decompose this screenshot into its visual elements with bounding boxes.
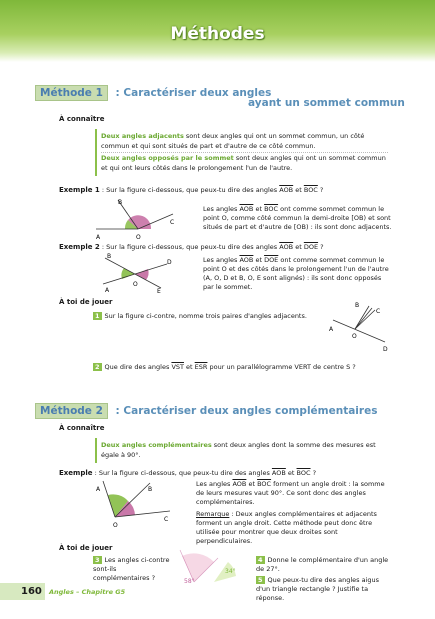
method-2-example-and: et (285, 469, 297, 477)
method-2-know-label: À connaître (59, 424, 105, 432)
ray-oc-3 (355, 308, 372, 329)
example-2-and: et (293, 243, 304, 251)
exercise-2 (93, 363, 393, 372)
example-1-answer-angle-a: $\overline{AOB}$ (239, 205, 254, 213)
exercise-2-angle-a: $\overline{VST}$ (171, 363, 184, 371)
method-2-example-prompt (59, 469, 316, 477)
method-1-title-line1: : Caractériser deux angles (115, 87, 272, 99)
example-2-angle-b: $\overline{DOE}$ (303, 243, 319, 251)
label-d-2: D (167, 259, 172, 266)
exercise-2-text-end: pour un parallélogramme VERT de centre S ? (207, 363, 356, 371)
term-adjacent: Deux angles adjacents (101, 132, 184, 140)
term-opposite: Deux angles opposés par le sommet (101, 154, 234, 162)
method-2-example-answer (196, 480, 393, 507)
angle-label-34: 34° (225, 568, 236, 575)
label-a-4: A (96, 486, 101, 493)
method-2-remark (196, 510, 393, 546)
example-1-angle-b: $\overline{BOC}$ (303, 186, 318, 194)
method-1-heading (35, 85, 271, 101)
label-a: A (96, 234, 101, 241)
method-2-example-text: : Sur la figure ci-dessous, que peux-tu dire des angles (92, 469, 272, 477)
example-1-answer-end: ont comme sommet commun le point O, comme côté commun la demi-droite [OB) et sont situés de part et d'autre de [OB) : ils sont donc adjacents. (203, 205, 392, 231)
exercise-4-text: Donne le complémentaire d'un angle de 27°. (256, 556, 389, 573)
example-1-label: Exemple 1 (59, 186, 100, 194)
method-2-example-angle-b: $\overline{BOC}$ (296, 469, 311, 477)
term-complementary: Deux angles complémentaires (101, 441, 212, 449)
example-1-answer-and: et (253, 205, 265, 213)
method-1-title-line2: ayant un sommet commun (248, 97, 405, 109)
example-2-answer (203, 256, 393, 292)
exercise-2-angle-b: $\overline{ESR}$ (194, 363, 208, 371)
example-1-question-mark: ? (317, 186, 324, 194)
method-2-answer-and: et (246, 480, 258, 488)
footer-chapter: Angles – Chapitre G5 (49, 588, 126, 596)
exercise-4 (256, 556, 393, 574)
example-1-text: : Sur la figure ci-dessous, que peux-tu dire des angles (99, 186, 280, 194)
label-b-3: B (355, 302, 360, 309)
exercise-2-text-start: Que dire des angles (104, 363, 172, 371)
method-2-answer-angle-b: $\overline{BOC}$ (257, 480, 272, 488)
definition-complementary (101, 440, 388, 461)
method-2-example-label: Exemple (59, 469, 93, 477)
example-2-question-mark: ? (318, 243, 324, 251)
label-a-2: A (105, 287, 110, 294)
exercise-1-number: 1 (95, 312, 100, 320)
method-2-answer-end: forment un angle droit : la somme de leurs mesures vaut 90°. Ce sont donc des angles complémentaires. (196, 480, 385, 506)
figure-complementary-angles (88, 479, 183, 539)
label-c-3: C (376, 308, 381, 315)
example-1-prompt (59, 186, 323, 194)
label-c: C (170, 219, 175, 226)
method-1-practice-label: À toi de jouer (59, 298, 113, 306)
example-2-answer-end: ont comme sommet commun le point O et des côtés dans le prolongement l'un de l'autre (A, O, D et B, O, E sont alignés) : ils sont donc opposés par le sommet. (203, 256, 389, 291)
example-1-and: et (293, 186, 304, 194)
example-2-answer-start: Les angles (203, 256, 240, 264)
exercise-3 (93, 556, 171, 583)
exercise-1 (93, 312, 323, 321)
definition-opposite-text: sont deux angles qui ont un sommet commun et qui ont leurs côtés dans le prolongement l'un de l'autre. (101, 154, 386, 172)
example-1-answer (203, 205, 393, 232)
method-2-practice-label: À toi de jouer (59, 544, 113, 552)
method-2-heading (35, 403, 377, 419)
figure-exercise-1 (325, 300, 400, 355)
label-b: B (118, 199, 123, 206)
label-o-4: O (113, 522, 118, 529)
exercise-5 (256, 576, 393, 603)
example-2-text: : Sur la figure ci-dessous, que peux-tu dire des angles (99, 243, 280, 251)
method-2-example-question-mark: ? (310, 469, 317, 477)
page-title: Méthodes (170, 24, 265, 44)
exercise-5-text: Que peux-tu dire des angles aigus d'un triangle rectangle ? Justifie ta réponse. (256, 576, 380, 602)
exercise-2-and: et (183, 363, 195, 371)
method-2-remark-label: Remarque (196, 510, 230, 518)
example-1-answer-start: Les angles (203, 205, 240, 213)
example-2-prompt (59, 243, 324, 251)
label-a-3: A (329, 326, 334, 333)
example-1-answer-angle-b: $\overline{BOC}$ (264, 205, 279, 213)
label-c-4: C (164, 516, 169, 523)
method-2-remark-text: : Deux angles complémentaires et adjacents forment un angle droit. Cette méthode peut donc être utilisée pour montrer que deux droites sont perpendiculaires. (196, 510, 377, 545)
angle-label-58: 58° (184, 578, 195, 585)
page-number: 160 (21, 586, 42, 597)
method-2-title: : Caractériser deux angles complémentaires (115, 405, 378, 417)
definition-opposite (101, 152, 388, 174)
method-2-answer-start: Les angles (196, 480, 233, 488)
example-2-angle-a: $\overline{AOB}$ (279, 243, 294, 251)
definition-complementary-text: sont deux angles dont la somme des mesures est égale à 90°. (101, 441, 376, 459)
method-1-know-label: À connaître (59, 115, 105, 123)
definition-adjacent-text: sont deux angles qui ont un sommet commun, un côté commun et qui sont situés de part et d'autre de ce côté commun. (101, 132, 365, 150)
example-2-answer-angle-a: $\overline{AOB}$ (239, 256, 254, 264)
label-b-4: B (148, 486, 153, 493)
method-1-tag: Méthode 1 (35, 85, 108, 101)
label-d-3: D (383, 346, 388, 353)
method-2-tag: Méthode 2 (35, 403, 108, 419)
figure-exercise-3 (172, 544, 252, 589)
definition-adjacent (101, 131, 388, 152)
line-ad-3 (333, 320, 385, 342)
label-b-2: B (107, 253, 112, 260)
label-e-2: E (157, 288, 161, 294)
label-o: O (136, 234, 141, 241)
example-1-angle-a: $\overline{AOB}$ (279, 186, 294, 194)
exercise-5-number: 5 (258, 576, 263, 584)
example-2-answer-and: et (253, 256, 265, 264)
example-2-answer-angle-b: $\overline{DOE}$ (264, 256, 279, 264)
exercise-1-text: Sur la figure ci-contre, nomme trois paires d'angles adjacents. (104, 312, 307, 320)
exercise-4-number: 4 (258, 556, 263, 564)
method-1-definition-box (95, 129, 392, 176)
example-2-label: Exemple 2 (59, 243, 100, 251)
label-o-2: O (133, 281, 138, 288)
figure-opposite-angles (95, 252, 175, 294)
method-2-example-angle-a: $\overline{AOB}$ (271, 469, 286, 477)
exercise-3-text: Les angles ci-contre sont-ils complémentaires ? (93, 556, 170, 582)
method-2-answer-angle-a: $\overline{AOB}$ (232, 480, 247, 488)
label-o-3: O (352, 333, 357, 340)
method-2-definition-box (95, 438, 392, 463)
figure-adjacent-angles (88, 196, 183, 241)
exercise-2-number: 2 (95, 363, 100, 371)
exercise-3-number: 3 (95, 556, 100, 564)
